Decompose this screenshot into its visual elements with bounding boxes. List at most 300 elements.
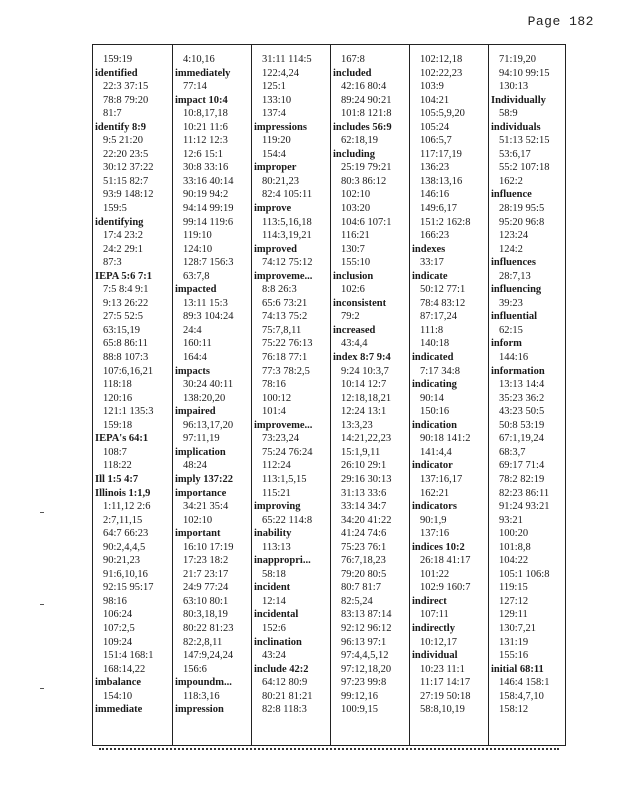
index-reference: 77:14 bbox=[183, 81, 207, 93]
index-reference: 107:6,16,21 bbox=[103, 365, 154, 377]
index-term: impaired bbox=[175, 406, 216, 418]
index-reference: 82:8 118:3 bbox=[262, 704, 307, 716]
index-term: inclusion bbox=[333, 270, 374, 282]
index-term: indirectly bbox=[412, 622, 455, 634]
index-reference: 63:7,8 bbox=[183, 270, 210, 282]
index-reference: 30:24 40:11 bbox=[183, 379, 234, 391]
index-reference: 76:18 77:1 bbox=[262, 352, 308, 364]
index-reference: 119:20 bbox=[262, 135, 291, 147]
index-term: incidental bbox=[254, 609, 299, 621]
index-reference: 62:15 bbox=[499, 324, 523, 336]
index-reference: 115:21 bbox=[262, 487, 291, 499]
index-reference: 13:3,23 bbox=[341, 419, 373, 431]
index-reference: 112:24 bbox=[262, 460, 291, 472]
index-reference: 53:6,17 bbox=[499, 148, 531, 160]
index-reference: 80:22 81:23 bbox=[183, 622, 234, 634]
index-term: influential bbox=[491, 311, 538, 323]
index-term: indicator bbox=[412, 460, 453, 472]
index-term: importance bbox=[175, 487, 227, 499]
index-reference: 82:5,24 bbox=[341, 595, 373, 607]
index-reference: 100:12 bbox=[262, 392, 292, 404]
index-reference: 33:17 bbox=[420, 257, 444, 269]
index-reference: 90:21,23 bbox=[103, 555, 141, 567]
index-reference: 80:21,23 bbox=[262, 175, 300, 187]
index-reference: 7:17 34:8 bbox=[420, 365, 460, 377]
index-reference: 99:12,16 bbox=[341, 690, 379, 702]
index-term: inability bbox=[254, 528, 292, 540]
index-term: improve bbox=[254, 203, 292, 215]
index-reference: 74:12 75:12 bbox=[262, 257, 313, 269]
index-column-5 bbox=[410, 53, 488, 741]
index-reference: 63:10 80:1 bbox=[183, 595, 229, 607]
index-reference: 96:13 97:1 bbox=[341, 636, 387, 648]
index-reference: 131:19 bbox=[499, 636, 529, 648]
index-reference: 16:10 17:19 bbox=[183, 541, 234, 553]
index-reference: 138:13,16 bbox=[420, 175, 463, 187]
index-reference: 10:14 12:7 bbox=[341, 379, 387, 391]
index-column-1 bbox=[93, 53, 172, 741]
index-reference: 121:1 135:3 bbox=[103, 406, 154, 418]
index-reference: 75:24 76:24 bbox=[262, 446, 313, 458]
index-term: IEPA 5:6 7:1 bbox=[95, 270, 152, 282]
index-reference: 80:3 86:12 bbox=[341, 175, 387, 187]
index-reference: 130:13 bbox=[499, 81, 529, 93]
index-term: indices 10:2 bbox=[412, 541, 465, 553]
index-reference: 33:16 40:14 bbox=[183, 175, 234, 187]
index-reference: 21:7 23:17 bbox=[183, 568, 229, 580]
index-reference: 76:7,18,23 bbox=[341, 555, 386, 567]
index-reference: 102:10 bbox=[183, 514, 213, 526]
index-term: including bbox=[333, 148, 376, 160]
index-reference: 64:7 66:23 bbox=[103, 528, 149, 540]
index-column-4 bbox=[331, 53, 409, 741]
index-term: information bbox=[491, 365, 545, 377]
index-reference: 160:11 bbox=[183, 338, 212, 350]
index-reference: 102:10 bbox=[341, 189, 371, 201]
index-reference: 11:12 12:3 bbox=[183, 135, 228, 147]
index-reference: 105:24 bbox=[420, 121, 450, 133]
index-reference: 82:2,8,11 bbox=[183, 636, 223, 648]
index-reference: 90:1,9 bbox=[420, 514, 447, 526]
index-reference: 97:12,18,20 bbox=[341, 663, 392, 675]
index-reference: 10:23 11:1 bbox=[420, 663, 465, 675]
index-reference: 105:5,9,20 bbox=[420, 108, 465, 120]
index-reference: 64:12 80:9 bbox=[262, 677, 308, 689]
index-term: identified bbox=[95, 67, 138, 79]
index-reference: 4:10,16 bbox=[183, 54, 215, 65]
word-index-table bbox=[92, 44, 566, 746]
index-term: included bbox=[333, 67, 372, 79]
index-reference: 91:6,10,16 bbox=[103, 568, 148, 580]
index-reference: 100:9,15 bbox=[341, 704, 379, 716]
index-term: improved bbox=[254, 243, 297, 255]
index-reference: 27:5 52:5 bbox=[103, 311, 143, 323]
index-reference: 118:18 bbox=[103, 379, 132, 391]
index-reference: 29:16 30:13 bbox=[341, 473, 392, 485]
index-reference: 97:11,19 bbox=[183, 433, 220, 445]
index-reference: 9:5 21:20 bbox=[103, 135, 143, 147]
index-reference: 50:8 53:19 bbox=[499, 419, 545, 431]
page-number-label: Page 182 bbox=[527, 14, 594, 29]
index-reference: 92:12 96:12 bbox=[341, 622, 392, 634]
index-reference: 122:4,24 bbox=[262, 67, 300, 79]
index-reference: 151:4 168:1 bbox=[103, 650, 154, 662]
index-reference: 158:12 bbox=[499, 704, 529, 716]
index-reference: 137:16 bbox=[420, 528, 450, 540]
index-reference: 155:10 bbox=[341, 257, 371, 269]
index-reference: 124:2 bbox=[499, 243, 523, 255]
index-reference: 7:5 8:4 9:1 bbox=[103, 284, 149, 296]
index-reference: 43:23 50:5 bbox=[499, 406, 545, 418]
index-reference: 78:8 79:20 bbox=[103, 94, 149, 106]
index-reference: 136:23 bbox=[420, 162, 450, 174]
index-reference: 62:18,19 bbox=[341, 135, 379, 147]
index-reference: 101:22 bbox=[420, 568, 450, 580]
index-reference: 42:16 80:4 bbox=[341, 81, 387, 93]
index-reference: 155:16 bbox=[499, 650, 529, 662]
index-reference: 146:16 bbox=[420, 189, 450, 201]
margin-mark bbox=[40, 512, 44, 513]
index-reference: 94:14 99:19 bbox=[183, 203, 234, 215]
index-reference: 147:9,24,24 bbox=[183, 650, 234, 662]
index-term: indexes bbox=[412, 243, 446, 255]
index-reference: 8:8 26:3 bbox=[262, 284, 297, 296]
index-reference: 31:13 33:6 bbox=[341, 487, 387, 499]
index-reference: 26:10 29:1 bbox=[341, 460, 387, 472]
index-term: impression bbox=[175, 704, 224, 716]
index-reference: 28:19 95:5 bbox=[499, 203, 545, 215]
index-reference: 91:24 93:21 bbox=[499, 501, 550, 513]
index-reference: 9:24 10:3,7 bbox=[341, 365, 389, 377]
index-reference: 128:7 156:3 bbox=[183, 257, 234, 269]
index-reference: 30:8 33:16 bbox=[183, 162, 229, 174]
index-reference: 111:8 bbox=[420, 324, 444, 336]
index-reference: 65:22 114:8 bbox=[262, 514, 313, 526]
index-reference: 102:12,18 bbox=[420, 54, 463, 65]
index-term: improper bbox=[254, 162, 297, 174]
index-reference: 63:15,19 bbox=[103, 324, 141, 336]
index-term: include 42:2 bbox=[254, 663, 309, 675]
index-term: individual bbox=[412, 650, 458, 662]
index-reference: 162:21 bbox=[420, 487, 450, 499]
index-reference: 162:2 bbox=[499, 175, 523, 187]
index-term: indicate bbox=[412, 270, 448, 282]
index-reference: 80:7 81:7 bbox=[341, 582, 381, 594]
index-reference: 35:23 36:2 bbox=[499, 392, 545, 404]
index-reference: 87:3 bbox=[103, 257, 122, 269]
index-reference: 141:4,4 bbox=[420, 446, 452, 458]
index-reference: 159:19 bbox=[103, 54, 133, 65]
index-reference: 133:10 bbox=[262, 94, 292, 106]
index-reference: 94:10 99:15 bbox=[499, 67, 550, 79]
index-reference: 31:11 114:5 bbox=[262, 54, 312, 65]
index-column-6 bbox=[489, 53, 565, 741]
index-reference: 149:6,17 bbox=[420, 203, 458, 215]
index-reference: 127:12 bbox=[499, 595, 529, 607]
index-reference: 101:4 bbox=[262, 406, 286, 418]
index-reference: 10:21 11:6 bbox=[183, 121, 228, 133]
index-reference: 90:18 141:2 bbox=[420, 433, 471, 445]
index-reference: 109:24 bbox=[103, 636, 133, 648]
index-reference: 41:24 74:6 bbox=[341, 528, 387, 540]
index-reference: 33:14 34:7 bbox=[341, 501, 387, 513]
index-reference: 130:7,21 bbox=[499, 622, 537, 634]
index-term: Ill 1:5 4:7 bbox=[95, 473, 139, 485]
index-reference: 89:3 104:24 bbox=[183, 311, 234, 323]
index-reference: 12:6 15:1 bbox=[183, 148, 223, 160]
index-term: includes 56:9 bbox=[333, 121, 392, 133]
margin-mark bbox=[40, 604, 44, 605]
index-reference: 78:16 bbox=[262, 379, 286, 391]
index-reference: 103:9 bbox=[420, 81, 444, 93]
index-reference: 119:15 bbox=[499, 582, 528, 594]
index-term: important bbox=[175, 528, 221, 540]
index-reference: 13:11 15:3 bbox=[183, 297, 228, 309]
index-term: inconsistent bbox=[333, 297, 387, 309]
index-reference: 130:7 bbox=[341, 243, 365, 255]
index-reference: 104:21 bbox=[420, 94, 450, 106]
index-reference: 146:4 158:1 bbox=[499, 677, 550, 689]
margin-mark bbox=[40, 688, 44, 689]
index-reference: 75:7,8,11 bbox=[262, 324, 302, 336]
index-reference: 10:8,17,18 bbox=[183, 108, 228, 120]
index-reference: 2:7,11,15 bbox=[103, 514, 143, 526]
index-reference: 164:4 bbox=[183, 352, 207, 364]
index-reference: 26:18 41:17 bbox=[420, 555, 471, 567]
index-reference: 116:21 bbox=[341, 230, 370, 242]
index-reference: 51:13 52:15 bbox=[499, 135, 550, 147]
index-reference: 13:13 14:4 bbox=[499, 379, 545, 391]
index-reference: 87:17,24 bbox=[420, 311, 458, 323]
index-reference: 144:16 bbox=[499, 352, 529, 364]
index-reference: 89:24 90:21 bbox=[341, 94, 392, 106]
index-reference: 58:9 bbox=[499, 108, 518, 120]
index-reference: 88:8 107:3 bbox=[103, 352, 149, 364]
index-reference: 30:12 37:22 bbox=[103, 162, 154, 174]
index-reference: 90:19 94:2 bbox=[183, 189, 229, 201]
index-reference: 65:8 86:11 bbox=[103, 338, 148, 350]
index-reference: 25:19 79:21 bbox=[341, 162, 392, 174]
index-reference: 79:20 80:5 bbox=[341, 568, 387, 580]
index-reference: 11:17 14:17 bbox=[420, 677, 471, 689]
index-reference: 34:20 41:22 bbox=[341, 514, 392, 526]
index-term: inappropri... bbox=[254, 555, 311, 567]
index-reference: 10:12,17 bbox=[420, 636, 458, 648]
index-term: impact 10:4 bbox=[175, 94, 228, 106]
index-term: IEPA's 64:1 bbox=[95, 433, 149, 445]
index-reference: 27:19 50:18 bbox=[420, 690, 471, 702]
index-reference: 118:3,16 bbox=[183, 690, 220, 702]
index-reference: 118:22 bbox=[103, 460, 132, 472]
index-reference: 90:2,4,4,5 bbox=[103, 541, 146, 553]
index-term: indication bbox=[412, 419, 457, 431]
index-reference: 166:23 bbox=[420, 230, 450, 242]
index-term: immediately bbox=[175, 67, 231, 79]
index-reference: 97:4,4,5,12 bbox=[341, 650, 389, 662]
index-reference: 34:21 35:4 bbox=[183, 501, 229, 513]
index-reference: 75:23 76:1 bbox=[341, 541, 387, 553]
index-reference: 103:20 bbox=[341, 203, 371, 215]
index-term: inform bbox=[491, 338, 522, 350]
index-reference: 14:21,22,23 bbox=[341, 433, 392, 445]
index-reference: 107:2,5 bbox=[103, 622, 135, 634]
index-reference: 101:8,8 bbox=[499, 541, 531, 553]
index-reference: 108:7 bbox=[103, 446, 127, 458]
index-reference: 83:13 87:14 bbox=[341, 609, 392, 621]
index-reference: 58:8,10,19 bbox=[420, 704, 465, 716]
index-reference: 158:4,7,10 bbox=[499, 690, 544, 702]
index-reference: 150:16 bbox=[420, 406, 450, 418]
index-reference: 156:6 bbox=[183, 663, 207, 675]
index-reference: 43:24 bbox=[262, 650, 286, 662]
index-reference: 98:16 bbox=[103, 595, 127, 607]
index-reference: 97:23 99:8 bbox=[341, 677, 387, 689]
index-reference: 12:24 13:1 bbox=[341, 406, 387, 418]
index-term: influence bbox=[491, 189, 532, 201]
index-reference: 71:19,20 bbox=[499, 54, 537, 65]
index-reference: 120:16 bbox=[103, 392, 133, 404]
index-reference: 24:4 bbox=[183, 324, 202, 336]
index-reference: 80:3,18,19 bbox=[183, 609, 228, 621]
index-term: imbalance bbox=[95, 677, 142, 689]
index-reference: 67:1,19,24 bbox=[499, 433, 544, 445]
index-reference: 77:3 78:2,5 bbox=[262, 365, 310, 377]
index-reference: 105:1 106:8 bbox=[499, 568, 550, 580]
index-column-2 bbox=[173, 53, 251, 741]
index-reference: 104:22 bbox=[499, 555, 529, 567]
index-reference: 80:21 81:21 bbox=[262, 690, 313, 702]
index-term: impacts bbox=[175, 365, 210, 377]
index-reference: 140:18 bbox=[420, 338, 450, 350]
index-reference: 51:15 82:7 bbox=[103, 175, 149, 187]
index-term: impressions bbox=[254, 121, 307, 133]
index-reference: 92:15 95:17 bbox=[103, 582, 154, 594]
index-reference: 113:13 bbox=[262, 541, 291, 553]
index-reference: 102:22,23 bbox=[420, 67, 463, 79]
index-reference: 96:13,17,20 bbox=[183, 419, 234, 431]
index-reference: 79:2 bbox=[341, 311, 360, 323]
index-reference: 22:20 23:5 bbox=[103, 148, 149, 160]
index-reference: 168:14,22 bbox=[103, 663, 146, 675]
index-reference: 82:4 105:11 bbox=[262, 189, 313, 201]
index-reference: 75:22 76:13 bbox=[262, 338, 313, 350]
index-reference: 167:8 bbox=[341, 54, 365, 65]
index-term: increased bbox=[333, 324, 376, 336]
index-reference: 78:4 83:12 bbox=[420, 297, 466, 309]
index-term: indicating bbox=[412, 379, 457, 391]
index-term: indirect bbox=[412, 595, 447, 607]
index-reference: 137:16,17 bbox=[420, 473, 463, 485]
index-term: individuals bbox=[491, 121, 541, 133]
index-reference: 159:18 bbox=[103, 419, 133, 431]
index-reference: 58:18 bbox=[262, 568, 286, 580]
index-reference: 55:2 107:18 bbox=[499, 162, 550, 174]
index-reference: 106:24 bbox=[103, 609, 133, 621]
index-reference: 48:24 bbox=[183, 460, 207, 472]
index-reference: 28:7,13 bbox=[499, 270, 531, 282]
index-reference: 154:4 bbox=[262, 148, 286, 160]
index-reference: 24:2 29:1 bbox=[103, 243, 143, 255]
index-reference: 102:6 bbox=[341, 284, 365, 296]
index-reference: 93:21 bbox=[499, 514, 523, 526]
index-reference: 117:17,19 bbox=[420, 148, 462, 160]
index-reference: 15:1,9,11 bbox=[341, 446, 381, 458]
index-reference: 22:3 37:15 bbox=[103, 81, 149, 93]
index-reference: 95:20 96:8 bbox=[499, 216, 545, 228]
index-reference: 12:14 bbox=[262, 595, 286, 607]
index-term: improveme... bbox=[254, 419, 313, 431]
index-reference: 113:5,16,18 bbox=[262, 216, 312, 228]
index-reference: 12:18,18,21 bbox=[341, 392, 392, 404]
index-term: indicated bbox=[412, 352, 454, 364]
index-term: influences bbox=[491, 257, 536, 269]
index-reference: 106:5,7 bbox=[420, 135, 452, 147]
index-reference: 17:23 18:2 bbox=[183, 555, 229, 567]
index-reference: 107:11 bbox=[420, 609, 449, 621]
index-reference: 9:13 26:22 bbox=[103, 297, 149, 309]
index-reference: 39:23 bbox=[499, 297, 523, 309]
index-reference: 17:4 23:2 bbox=[103, 230, 143, 242]
index-term: impacted bbox=[175, 284, 217, 296]
index-reference: 78:2 82:19 bbox=[499, 473, 545, 485]
index-reference: 159:5 bbox=[103, 203, 127, 215]
index-term: inclination bbox=[254, 636, 302, 648]
index-reference: 82:23 86:11 bbox=[499, 487, 550, 499]
index-term: implication bbox=[175, 446, 226, 458]
index-reference: 73:23,24 bbox=[262, 433, 300, 445]
index-term: initial 68:11 bbox=[491, 663, 544, 675]
index-term: index 8:7 9:4 bbox=[333, 352, 391, 364]
index-term: Illinois 1:1,9 bbox=[95, 487, 151, 499]
index-reference: 125:1 bbox=[262, 81, 286, 93]
index-reference: 152:6 bbox=[262, 622, 286, 634]
index-reference: 101:8 121:8 bbox=[341, 108, 392, 120]
index-reference: 100:20 bbox=[499, 528, 529, 540]
index-term: indicators bbox=[412, 501, 457, 513]
index-reference: 93:9 148:12 bbox=[103, 189, 154, 201]
index-reference: 138:20,20 bbox=[183, 392, 226, 404]
index-reference: 114:3,19,21 bbox=[262, 230, 312, 242]
index-reference: 137:4 bbox=[262, 108, 286, 120]
index-reference: 1:11,12 2:6 bbox=[103, 501, 151, 513]
index-term: improving bbox=[254, 501, 301, 513]
index-term: immediate bbox=[95, 704, 143, 716]
index-reference: 81:7 bbox=[103, 108, 122, 120]
index-reference: 104:6 107:1 bbox=[341, 216, 392, 228]
index-reference: 65:6 73:21 bbox=[262, 297, 308, 309]
index-term: incident bbox=[254, 582, 291, 594]
index-reference: 123:24 bbox=[499, 230, 529, 242]
index-term: improveme... bbox=[254, 270, 313, 282]
index-term: imply 137:22 bbox=[175, 473, 234, 485]
index-reference: 113:1,5,15 bbox=[262, 473, 307, 485]
index-reference: 24:9 77:24 bbox=[183, 582, 229, 594]
index-reference: 43:4,4 bbox=[341, 338, 368, 350]
index-reference: 68:3,7 bbox=[499, 446, 526, 458]
index-reference: 50:12 77:1 bbox=[420, 284, 466, 296]
index-reference: 119:10 bbox=[183, 230, 212, 242]
index-reference: 151:2 162:8 bbox=[420, 216, 471, 228]
index-reference: 74:13 75:2 bbox=[262, 311, 308, 323]
index-reference: 90:14 bbox=[420, 392, 444, 404]
index-term: identifying bbox=[95, 216, 144, 228]
index-reference: 154:10 bbox=[103, 690, 133, 702]
index-term: Individually bbox=[491, 94, 546, 106]
index-reference: 99:14 119:6 bbox=[183, 216, 234, 228]
index-reference: 124:10 bbox=[183, 243, 213, 255]
index-reference: 102:9 160:7 bbox=[420, 582, 471, 594]
index-reference: 69:17 71:4 bbox=[499, 460, 545, 472]
